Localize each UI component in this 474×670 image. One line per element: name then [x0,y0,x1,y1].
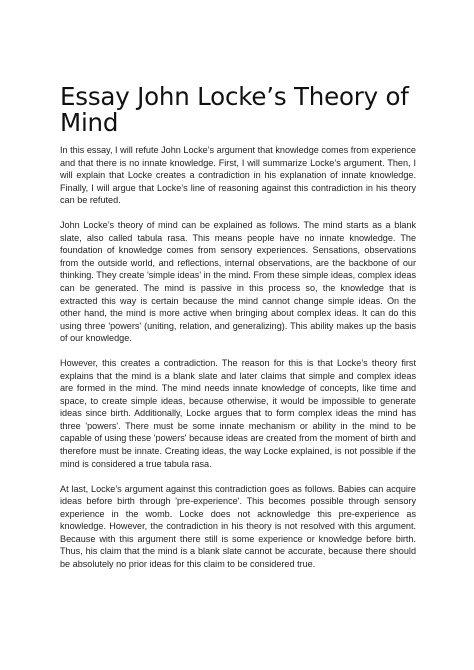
essay-title: Essay John Locke’s Theory of Mind [60,82,409,137]
paragraph-theory: John Locke’s theory of mind can be explained as follows. The mind starts as a blank slate, also called tabula rasa. This means people have no innate knowledge. The foundation of knowledge comes from sensory experiences. Sensations, observations from the outside world, and reflections, internal observations, are the backbone of our thinking. They create 'simple ideas' in the mind. From these simple ideas, complex ideas can be generated. The mind is passive in this process so, the knowledge that is extracted this way is certain because the mind cannot change simple ideas. On the other hand, the mind is more active when bringing about complex ideas. It can do this using three 'powers' (uniting, relation, and generalizing). This ability makes up the basis of our knowledge. [60,220,416,344]
paragraph-intro: In this essay, I will refute John Locke’s argument that knowledge comes from experience and that there is no innate knowledge. First, I will summarize Locke’s argument. Then, I will explain that Locke creates a contradiction in his explanation of innate knowledge. Finally, I will argue that Locke’s line of reasoning against this contradiction in his theory can be refuted. [60,145,416,206]
paragraph-contradiction: However, this creates a contradiction. The reason for this is that Locke’s theory first explains that the mind is a blank slate and later claims that simple and complex ideas are formed in the mind. The mind needs innate knowledge of concepts, like time and space, to create simple ideas, because otherwise, it would be impossible to generate ideas since birth. Additionally, Locke argues that to form complex ideas the mind has three 'powers'. There must be some innate mechanism or ability in the mind to be capable of using these 'powers' because ideas are created from the moment of birth and therefore must be innate. Creating ideas, the way Locke explained, is not possible if the mind is considered a true tabula rasa. [60,358,416,469]
document-body [60,84,416,583]
paragraph-rebuttal: At last, Locke’s argument against this contradiction goes as follows. Babies can acquire ideas before birth through 'pre-experience'. This becomes possible through sensory experience in the womb. Locke does not acknowledge this pre-experience as knowledge. However, the contradiction in his theory is not resolved with this argument. Because with this argument there still is some experience or knowledge before birth. Thus, his claim that the mind is a blank slate cannot be accurate, because there should be absolutely no prior ideas for this claim to be considered true. [60,483,416,569]
